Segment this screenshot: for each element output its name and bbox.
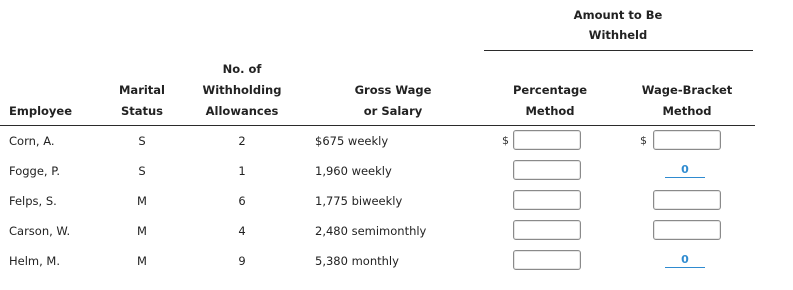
marital-status: M [137,194,147,208]
allowances-header-line2: Withholding [202,83,282,97]
amount-header-line1: Amount to Be [573,8,663,22]
marital-status: M [137,254,147,268]
employee-name: Fogge, P. [9,164,61,178]
percentage-input-carson[interactable] [513,220,581,240]
wage-bracket-input-corn[interactable] [653,130,721,150]
percentage-header-line1: Percentage [513,83,587,97]
gross-header-line2: or Salary [363,104,423,118]
wage-bracket-answer-helm[interactable]: 0 [665,253,705,268]
employee-header: Employee [9,104,73,118]
marital-status: M [137,224,147,238]
wage-bracket-input-felps[interactable] [653,190,721,210]
gross-wage: 1,960 weekly [315,164,392,178]
wage-bracket-input-carson[interactable] [653,220,721,240]
allowances-value: 6 [238,194,246,208]
marital-status: S [138,134,146,148]
table-header-rule [0,125,755,126]
gross-wage: $675 weekly [315,134,389,148]
percentage-input-corn[interactable] [513,130,581,150]
marital-status: S [138,164,146,178]
employee-name: Carson, W. [9,224,71,238]
percentage-input-helm[interactable] [513,250,581,270]
amount-header-line2: Withheld [588,28,648,42]
employee-name: Felps, S. [9,194,57,208]
wage-bracket-header-line2: Method [662,104,712,118]
amount-header-rule [484,50,753,51]
gross-wage: 1,775 biweekly [315,194,403,208]
allowances-value: 9 [238,254,246,268]
percentage-header-line2: Method [525,104,575,118]
marital-header-line2: Status [120,104,164,118]
allowances-value: 1 [238,164,246,178]
employee-name: Corn, A. [9,134,55,148]
dollar-sign: $ [502,134,509,147]
gross-wage: 5,380 monthly [315,254,399,268]
wage-bracket-answer-fogge[interactable]: 0 [665,163,705,178]
wage-bracket-header-line1: Wage-Bracket [641,83,733,97]
percentage-input-felps[interactable] [513,190,581,210]
marital-header-line1: Marital [118,83,166,97]
allowances-value: 4 [238,224,246,238]
gross-wage: 2,480 semimonthly [315,224,427,238]
gross-header-line1: Gross Wage [354,83,432,97]
employee-name: Helm, M. [9,254,61,268]
allowances-value: 2 [238,134,246,148]
allowances-header-line3: Allowances [205,104,279,118]
dollar-sign: $ [640,134,647,147]
percentage-input-fogge[interactable] [513,160,581,180]
allowances-header-line1: No. of [222,62,262,76]
